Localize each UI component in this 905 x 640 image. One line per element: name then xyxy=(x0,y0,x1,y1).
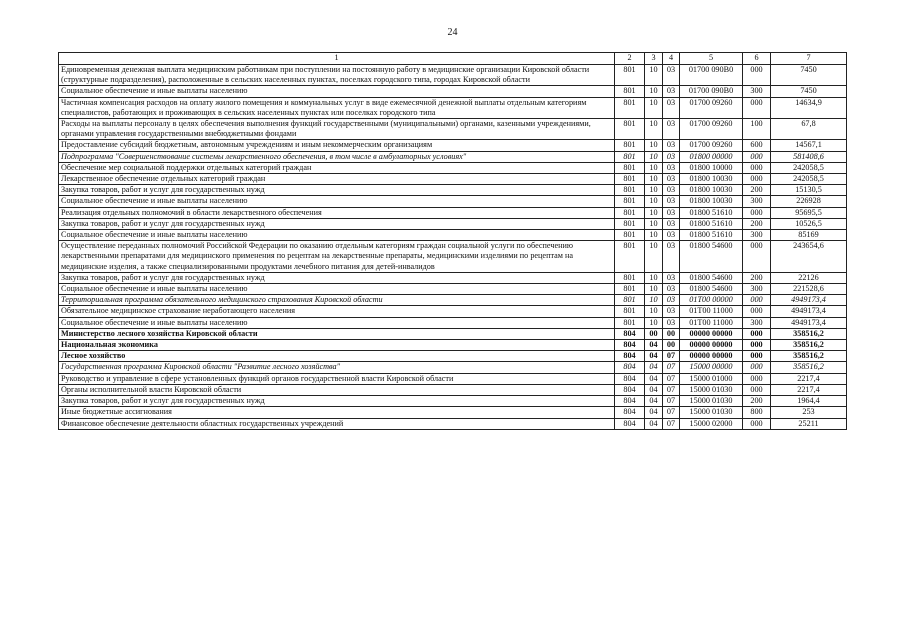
cell-section: 10 xyxy=(645,185,663,196)
cell-target-article: 01800 54600 xyxy=(680,241,743,273)
cell-subsection: 03 xyxy=(663,86,680,97)
cell-amount: 7450 xyxy=(771,86,847,97)
cell-amount: 95695,5 xyxy=(771,207,847,218)
cell-section: 04 xyxy=(645,351,663,362)
cell-section: 10 xyxy=(645,306,663,317)
cell-amount: 22126 xyxy=(771,272,847,283)
page-number: 24 xyxy=(447,27,458,38)
cell-expense-type: 000 xyxy=(743,241,771,273)
cell-ministry-code: 801 xyxy=(615,241,645,273)
cell-expense-type: 000 xyxy=(743,65,771,86)
table-row xyxy=(59,384,847,395)
cell-target-article: 01Т00 00000 xyxy=(680,295,743,306)
cell-name: Обеспечение мер социальной поддержки отдельных категорий граждан xyxy=(59,162,615,173)
cell-target-article: 00000 00000 xyxy=(680,340,743,351)
cell-amount: 221528,6 xyxy=(771,284,847,295)
cell-target-article: 01800 51610 xyxy=(680,207,743,218)
cell-name: Социальное обеспечение и иные выплаты населению xyxy=(59,86,615,97)
cell-section: 10 xyxy=(645,284,663,295)
table-row xyxy=(59,284,847,295)
cell-subsection: 03 xyxy=(663,230,680,241)
table-row xyxy=(59,230,847,241)
cell-subsection: 03 xyxy=(663,151,680,162)
cell-section: 10 xyxy=(645,272,663,283)
cell-target-article: 15000 01030 xyxy=(680,407,743,418)
cell-subsection: 03 xyxy=(663,97,680,118)
cell-section: 04 xyxy=(645,384,663,395)
table-row xyxy=(59,196,847,207)
cell-name: Социальное обеспечение и иные выплаты населению xyxy=(59,284,615,295)
table-row xyxy=(59,174,847,185)
table-row xyxy=(59,151,847,162)
cell-ministry-code: 801 xyxy=(615,174,645,185)
cell-amount: 67,8 xyxy=(771,119,847,140)
cell-subsection: 03 xyxy=(663,65,680,86)
cell-ministry-code: 801 xyxy=(615,97,645,118)
cell-subsection: 07 xyxy=(663,418,680,429)
cell-subsection: 03 xyxy=(663,119,680,140)
cell-target-article: 15000 02000 xyxy=(680,418,743,429)
table-row xyxy=(59,396,847,407)
cell-target-article: 01800 54600 xyxy=(680,284,743,295)
cell-amount: 85169 xyxy=(771,230,847,241)
cell-subsection: 07 xyxy=(663,362,680,373)
table-row xyxy=(59,328,847,339)
budget-table xyxy=(58,52,847,430)
cell-amount: 7450 xyxy=(771,65,847,86)
cell-ministry-code: 804 xyxy=(615,373,645,384)
cell-target-article: 01800 54600 xyxy=(680,272,743,283)
cell-target-article: 15000 01030 xyxy=(680,396,743,407)
cell-ministry-code: 801 xyxy=(615,218,645,229)
cell-subsection: 07 xyxy=(663,407,680,418)
cell-subsection: 03 xyxy=(663,284,680,295)
cell-target-article: 01700 09260 xyxy=(680,97,743,118)
cell-ministry-code: 804 xyxy=(615,351,645,362)
cell-section: 10 xyxy=(645,317,663,328)
cell-amount: 243654,6 xyxy=(771,241,847,273)
cell-name: Предоставление субсидий бюджетным, автономным учреждениям и иным некоммерческим организациям xyxy=(59,140,615,151)
cell-expense-type: 300 xyxy=(743,317,771,328)
cell-expense-type: 300 xyxy=(743,230,771,241)
cell-section: 10 xyxy=(645,151,663,162)
cell-name: Реализация отдельных полномочий в области лекарственного обеспечения xyxy=(59,207,615,218)
cell-target-article: 15000 01030 xyxy=(680,384,743,395)
header-col-1: 1 xyxy=(59,53,615,65)
cell-amount: 4949173,4 xyxy=(771,317,847,328)
cell-name: Социальное обеспечение и иные выплаты населению xyxy=(59,230,615,241)
header-col-3: 3 xyxy=(645,53,663,65)
cell-ministry-code: 801 xyxy=(615,295,645,306)
cell-name: Осуществление переданных полномочий Российской Федерации по оказанию отдельным категориям граждан социальной услуги по обеспечению лекарственными препаратами для медицинского применения по рецептам на лекарственные препараты, медицинскими изделиями по рецептам на медицинские изделия, а также специализированными продуктами лечебного питания для детей-инвалидов xyxy=(59,241,615,273)
cell-amount: 4949173,4 xyxy=(771,306,847,317)
cell-name: Закупка товаров, работ и услуг для государственных нужд xyxy=(59,396,615,407)
cell-subsection: 03 xyxy=(663,140,680,151)
cell-section: 10 xyxy=(645,218,663,229)
cell-section: 10 xyxy=(645,207,663,218)
cell-section: 04 xyxy=(645,407,663,418)
cell-name: Лекарственное обеспечение отдельных категорий граждан xyxy=(59,174,615,185)
cell-ministry-code: 801 xyxy=(615,151,645,162)
cell-subsection: 00 xyxy=(663,328,680,339)
table-row xyxy=(59,295,847,306)
cell-target-article: 15000 00000 xyxy=(680,362,743,373)
cell-expense-type: 000 xyxy=(743,340,771,351)
cell-target-article: 00000 00000 xyxy=(680,351,743,362)
cell-expense-type: 100 xyxy=(743,119,771,140)
cell-name: Руководство и управление в сфере установленных функций органов государственной власти Кировской области xyxy=(59,373,615,384)
cell-section: 10 xyxy=(645,119,663,140)
cell-name: Закупка товаров, работ и услуг для государственных нужд xyxy=(59,185,615,196)
cell-expense-type: 000 xyxy=(743,174,771,185)
cell-name: Органы исполнительной власти Кировской области xyxy=(59,384,615,395)
cell-ministry-code: 801 xyxy=(615,185,645,196)
table-body xyxy=(59,65,847,430)
cell-target-article: 01800 10000 xyxy=(680,162,743,173)
cell-expense-type: 600 xyxy=(743,140,771,151)
cell-subsection: 03 xyxy=(663,196,680,207)
cell-name: Социальное обеспечение и иные выплаты населению xyxy=(59,317,615,328)
cell-name: Иные бюджетные ассигнования xyxy=(59,407,615,418)
cell-amount: 253 xyxy=(771,407,847,418)
cell-section: 04 xyxy=(645,373,663,384)
cell-name: Расходы на выплаты персоналу в целях обеспечения выполнения функций государственными (муниципальными) органами, казенными учреждениями, органами управления государственными внебюджетными фондами xyxy=(59,119,615,140)
cell-amount: 10526,5 xyxy=(771,218,847,229)
cell-ministry-code: 801 xyxy=(615,317,645,328)
cell-section: 04 xyxy=(645,396,663,407)
table-row xyxy=(59,241,847,273)
cell-ministry-code: 801 xyxy=(615,86,645,97)
table-row xyxy=(59,140,847,151)
cell-expense-type: 300 xyxy=(743,196,771,207)
cell-expense-type: 000 xyxy=(743,351,771,362)
cell-expense-type: 200 xyxy=(743,272,771,283)
cell-amount: 358516,2 xyxy=(771,362,847,373)
header-col-4: 4 xyxy=(663,53,680,65)
cell-target-article: 01800 51610 xyxy=(680,230,743,241)
cell-subsection: 03 xyxy=(663,162,680,173)
table-row xyxy=(59,86,847,97)
cell-section: 04 xyxy=(645,340,663,351)
table-row xyxy=(59,418,847,429)
cell-amount: 358516,2 xyxy=(771,328,847,339)
cell-subsection: 03 xyxy=(663,241,680,273)
header-col-5: 5 xyxy=(680,53,743,65)
cell-ministry-code: 801 xyxy=(615,65,645,86)
cell-expense-type: 000 xyxy=(743,373,771,384)
cell-section: 00 xyxy=(645,328,663,339)
cell-expense-type: 000 xyxy=(743,328,771,339)
cell-target-article: 01800 10030 xyxy=(680,185,743,196)
cell-amount: 4949173,4 xyxy=(771,295,847,306)
cell-subsection: 03 xyxy=(663,295,680,306)
cell-amount: 2217,4 xyxy=(771,384,847,395)
cell-subsection: 03 xyxy=(663,174,680,185)
cell-ministry-code: 804 xyxy=(615,384,645,395)
cell-expense-type: 000 xyxy=(743,207,771,218)
cell-amount: 242058,5 xyxy=(771,162,847,173)
cell-expense-type: 300 xyxy=(743,284,771,295)
cell-target-article: 01700 090В0 xyxy=(680,86,743,97)
cell-expense-type: 000 xyxy=(743,295,771,306)
cell-amount: 14634,9 xyxy=(771,97,847,118)
cell-amount: 581408,6 xyxy=(771,151,847,162)
cell-name: Территориальная программа обязательного медицинского страхования Кировской области xyxy=(59,295,615,306)
cell-section: 10 xyxy=(645,196,663,207)
cell-target-article: 01Т00 11000 xyxy=(680,317,743,328)
cell-amount: 14567,1 xyxy=(771,140,847,151)
cell-expense-type: 000 xyxy=(743,384,771,395)
table-row xyxy=(59,185,847,196)
cell-name: Национальная экономика xyxy=(59,340,615,351)
cell-ministry-code: 801 xyxy=(615,272,645,283)
cell-section: 10 xyxy=(645,97,663,118)
cell-subsection: 03 xyxy=(663,317,680,328)
cell-ministry-code: 801 xyxy=(615,306,645,317)
cell-name: Частичная компенсация расходов на оплату жилого помещения и коммунальных услуг в виде ежемесячной денежной выплаты отдельным категориям специалистов, работающих и проживающих в сельских населенных пунктах или поселках городского типа xyxy=(59,97,615,118)
cell-ministry-code: 804 xyxy=(615,407,645,418)
cell-section: 10 xyxy=(645,140,663,151)
cell-ministry-code: 804 xyxy=(615,396,645,407)
cell-name: Закупка товаров, работ и услуг для государственных нужд xyxy=(59,218,615,229)
cell-amount: 358516,2 xyxy=(771,351,847,362)
header-col-7: 7 xyxy=(771,53,847,65)
cell-ministry-code: 804 xyxy=(615,362,645,373)
cell-target-article: 01700 09260 xyxy=(680,119,743,140)
cell-ministry-code: 804 xyxy=(615,418,645,429)
table-row xyxy=(59,207,847,218)
table-row xyxy=(59,65,847,86)
cell-expense-type: 000 xyxy=(743,151,771,162)
cell-expense-type: 000 xyxy=(743,418,771,429)
table-row xyxy=(59,340,847,351)
cell-section: 10 xyxy=(645,86,663,97)
header-col-6: 6 xyxy=(743,53,771,65)
cell-ministry-code: 804 xyxy=(615,340,645,351)
cell-target-article: 01800 51610 xyxy=(680,218,743,229)
cell-subsection: 03 xyxy=(663,185,680,196)
cell-ministry-code: 801 xyxy=(615,119,645,140)
cell-name: Подпрограмма "Совершенствование системы лекарственного обеспечения, в том числе в амбулаторных условиях" xyxy=(59,151,615,162)
table-row xyxy=(59,162,847,173)
cell-section: 04 xyxy=(645,418,663,429)
cell-expense-type: 000 xyxy=(743,162,771,173)
cell-target-article: 00000 00000 xyxy=(680,328,743,339)
cell-subsection: 03 xyxy=(663,306,680,317)
cell-ministry-code: 801 xyxy=(615,196,645,207)
cell-subsection: 03 xyxy=(663,218,680,229)
cell-ministry-code: 801 xyxy=(615,140,645,151)
cell-amount: 25211 xyxy=(771,418,847,429)
cell-ministry-code: 801 xyxy=(615,162,645,173)
cell-section: 10 xyxy=(645,162,663,173)
cell-name: Финансовое обеспечение деятельности областных государственных учреждений xyxy=(59,418,615,429)
cell-ministry-code: 804 xyxy=(615,328,645,339)
cell-name: Единовременная денежная выплата медицинским работникам при поступлении на постоянную работу в медицинские организации Кировской области (структурные подразделения), расположенные в сельских населенных пунктах, поселках городского типа, городах Кировской области xyxy=(59,65,615,86)
cell-ministry-code: 801 xyxy=(615,230,645,241)
cell-subsection: 07 xyxy=(663,351,680,362)
cell-name: Государственная программа Кировской области "Развитие лесного хозяйства" xyxy=(59,362,615,373)
cell-expense-type: 200 xyxy=(743,396,771,407)
cell-section: 10 xyxy=(645,230,663,241)
cell-expense-type: 000 xyxy=(743,362,771,373)
cell-section: 04 xyxy=(645,362,663,373)
cell-amount: 242058,5 xyxy=(771,174,847,185)
cell-section: 10 xyxy=(645,65,663,86)
cell-section: 10 xyxy=(645,295,663,306)
table-row xyxy=(59,306,847,317)
cell-subsection: 07 xyxy=(663,384,680,395)
cell-amount: 358516,2 xyxy=(771,340,847,351)
cell-target-article: 01800 00000 xyxy=(680,151,743,162)
cell-target-article: 01800 10030 xyxy=(680,196,743,207)
cell-expense-type: 800 xyxy=(743,407,771,418)
cell-section: 10 xyxy=(645,174,663,185)
cell-target-article: 15000 01000 xyxy=(680,373,743,384)
table-row xyxy=(59,218,847,229)
cell-amount: 15130,5 xyxy=(771,185,847,196)
cell-amount: 2217,4 xyxy=(771,373,847,384)
cell-target-article: 01700 09260 xyxy=(680,140,743,151)
cell-name: Обязательное медицинское страхование неработающего населения xyxy=(59,306,615,317)
cell-name: Социальное обеспечение и иные выплаты населению xyxy=(59,196,615,207)
cell-subsection: 03 xyxy=(663,272,680,283)
cell-ministry-code: 801 xyxy=(615,284,645,295)
cell-amount: 226928 xyxy=(771,196,847,207)
cell-name: Министерство лесного хозяйства Кировской области xyxy=(59,328,615,339)
cell-target-article: 01800 10030 xyxy=(680,174,743,185)
table-row xyxy=(59,119,847,140)
table-row xyxy=(59,272,847,283)
cell-expense-type: 000 xyxy=(743,306,771,317)
cell-target-article: 01700 090В0 xyxy=(680,65,743,86)
table-row xyxy=(59,407,847,418)
cell-expense-type: 300 xyxy=(743,86,771,97)
cell-subsection: 00 xyxy=(663,340,680,351)
cell-subsection: 07 xyxy=(663,396,680,407)
table-row xyxy=(59,373,847,384)
table-row xyxy=(59,362,847,373)
header-col-2: 2 xyxy=(615,53,645,65)
cell-amount: 1964,4 xyxy=(771,396,847,407)
cell-section: 10 xyxy=(645,241,663,273)
table-header-row xyxy=(59,53,847,65)
cell-name: Закупка товаров, работ и услуг для государственных нужд xyxy=(59,272,615,283)
table-row xyxy=(59,97,847,118)
table-row xyxy=(59,351,847,362)
cell-expense-type: 000 xyxy=(743,97,771,118)
table-row xyxy=(59,317,847,328)
cell-expense-type: 200 xyxy=(743,218,771,229)
cell-ministry-code: 801 xyxy=(615,207,645,218)
cell-expense-type: 200 xyxy=(743,185,771,196)
cell-subsection: 07 xyxy=(663,373,680,384)
cell-name: Лесное хозяйство xyxy=(59,351,615,362)
cell-target-article: 01Т00 11000 xyxy=(680,306,743,317)
cell-subsection: 03 xyxy=(663,207,680,218)
